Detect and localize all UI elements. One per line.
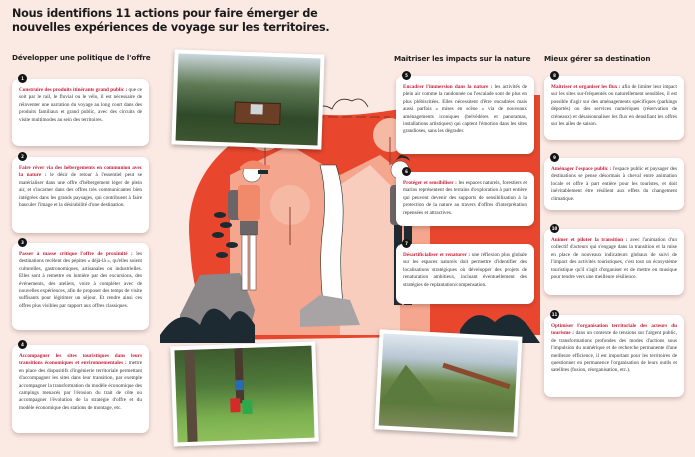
action-number-badge: 4 bbox=[18, 340, 27, 349]
action-title: Construire des produits itinérants grand public : bbox=[19, 87, 128, 93]
action-description: mettre en place des dispositifs d'ingénierie territoriale permettant d'accompagner les sites dans leur transition, par exemple accompagner la transformation du modèle économique des campings menacés par l'érosion du trait de côte ou accompagner l'évolution de la stratégie d'offre et du modèle économique des stations de montage, etc. bbox=[19, 360, 142, 411]
action-number-badge: 1 bbox=[18, 74, 27, 83]
action-number-badge: 8 bbox=[550, 71, 559, 80]
action-title: Aménager l'espace public : bbox=[551, 166, 612, 172]
action-description: avec l'animation d'un collectif d'acteurs qui s'engage dans la transition et la mise en place de nouveaux indicateurs globaux de suivi de l'impact des activités touristiques, c'est tout un écosystème touristique qu'il s'agit d'organiser et de mettre en musique pour tendre vers une meilleure résilience. bbox=[551, 237, 677, 281]
action-card-7 bbox=[396, 241, 534, 304]
action-title: Passer à masse critique l'offre de proximité : bbox=[19, 251, 133, 257]
action-title: Animer et piloter la transition : bbox=[551, 237, 628, 243]
action-card-5 bbox=[396, 73, 534, 154]
action-card-2 bbox=[12, 154, 149, 233]
action-title: Encadrer l'immersion dans la nature : bbox=[403, 84, 493, 90]
action-number-badge: 5 bbox=[402, 71, 411, 80]
action-number-badge: 9 bbox=[550, 153, 559, 162]
action-description: une réflexion plus globale sur les espaces naturels doit permettre d'identifier des localisations stratégiques où développer des projets de renaturation ambitieux, incluant éventuellement des stratégies de replantation/compensation. bbox=[403, 252, 527, 288]
action-card-9 bbox=[544, 155, 684, 210]
action-description: les activités de plein air comme la randonnée ou l'escalade sont de plus en plus plébiscitées. Elles nécessitent d'être encadrées mais aussi parfois « mises en scène » via de nouveaux aménagements iconiques (belvédères et panoramas, installations artistiques) qui captent l'émotion dans les sites grandioses, sans les dégrader. bbox=[403, 84, 527, 135]
section-heading-nature: Maitriser les impacts sur la nature bbox=[394, 54, 531, 63]
action-title: Optimiser l'organisation territoriale des acteurs du tourisme : bbox=[551, 323, 677, 337]
treehouse-photo bbox=[171, 49, 324, 149]
action-card-6 bbox=[396, 169, 534, 226]
section-heading-destination: Mieux gérer sa destination bbox=[544, 54, 651, 63]
action-description: l'espace public et paysager des destinations se pense désormais à cheval entre animation locale et offre à part entière pour les touristes, et doit inévitablement être résilient aux effets du changement climatique. bbox=[551, 166, 677, 202]
action-number-badge: 10 bbox=[551, 226, 558, 231]
action-card-4 bbox=[12, 342, 149, 433]
action-description: les destinations recèlent des pépites « déjà-là », qu'elles soient culturelles, gastronomiques, artisanales ou industrielles. Elles sont à remettre en lumière par des excursions, des événements, des ateliers, voire à compléter avec de nouvelles expériences, afin de proposer des temps de visite suffisants pour légitimer un séjour. Et rendre ainsi ces offres plus visibles par rapport aux offres classiques. bbox=[19, 251, 143, 309]
action-description: afin de limiter leur impact sur les sites sur-fréquentés ou naturellement sensibles, il est possible d'agir sur des aménagements spécifiques (parkings déportés) ou des services numériques (réservation de créneaux) et désaisonnaliser les flux en densifiant les offres sur les ailes de saison. bbox=[551, 84, 677, 128]
action-card-1 bbox=[12, 76, 149, 146]
action-number-badge: 2 bbox=[18, 152, 27, 161]
action-title: Faire rêver via des hébergements en communion avec la nature : bbox=[19, 165, 142, 179]
action-card-11 bbox=[544, 312, 684, 397]
cycling-photo bbox=[170, 342, 318, 447]
section-heading-offre: Développer une politique de l'offre bbox=[12, 53, 151, 62]
action-card-3 bbox=[12, 240, 149, 330]
action-title: Protéger et sensibiliser : bbox=[403, 180, 457, 186]
action-title: Désartificialiser et renaturer : bbox=[403, 252, 471, 258]
action-number-badge: 3 bbox=[18, 238, 27, 247]
action-card-8 bbox=[544, 73, 684, 140]
action-description: dans un contexte de tensions sur l'argent public, de transformations profondes des modes d'actions sous l'impulsion du numérique et de recherche permanente d'une meilleure efficience, il est important pour les territoires de questionner en permanence l'organisation de leurs outils et satellites (fusion, réorganisation, etc.). bbox=[551, 330, 677, 374]
action-description: les espaces naturels, forestiers et marins représentent des terrains d'exploration à part entière qui peuvent devenir des supports de sensibilisation à la protection de la nature au travers d'offres d'interprétation repensées et attractives. bbox=[403, 180, 527, 216]
viewpoint-photo bbox=[374, 329, 522, 436]
action-title: Maitriser et organiser les flux : bbox=[551, 84, 621, 90]
action-title: Accompagner les sites touristiques dans leurs transitions économiques et environnementales : bbox=[19, 353, 142, 367]
action-description: que ce soit par le rail, le fluvial ou le vélo, il est nécessaire de réinventer une narration du voyage au long court dans des produits familiaux et grand public, avec des circuits de visite multimodes au sein des territoires. bbox=[19, 87, 142, 123]
action-number-badge: 11 bbox=[551, 312, 558, 317]
action-description: le désir de retour à l'essentiel peut se matérialiser dans une offre d'hébergement léger de plein air, et s'incarner dans des offres très communicantes bien intégrées dans les grands paysages, qui contribuent à faire basculer l'image et la désirabilité d'une destination. bbox=[19, 172, 142, 209]
page-title: Nous identifions 11 actions pour faire émerger de nouvelles expériences de voyage sur les territoires. bbox=[12, 7, 330, 34]
action-number-badge: 6 bbox=[402, 167, 411, 176]
action-card-10 bbox=[544, 226, 684, 295]
action-number-badge: 7 bbox=[402, 239, 411, 248]
